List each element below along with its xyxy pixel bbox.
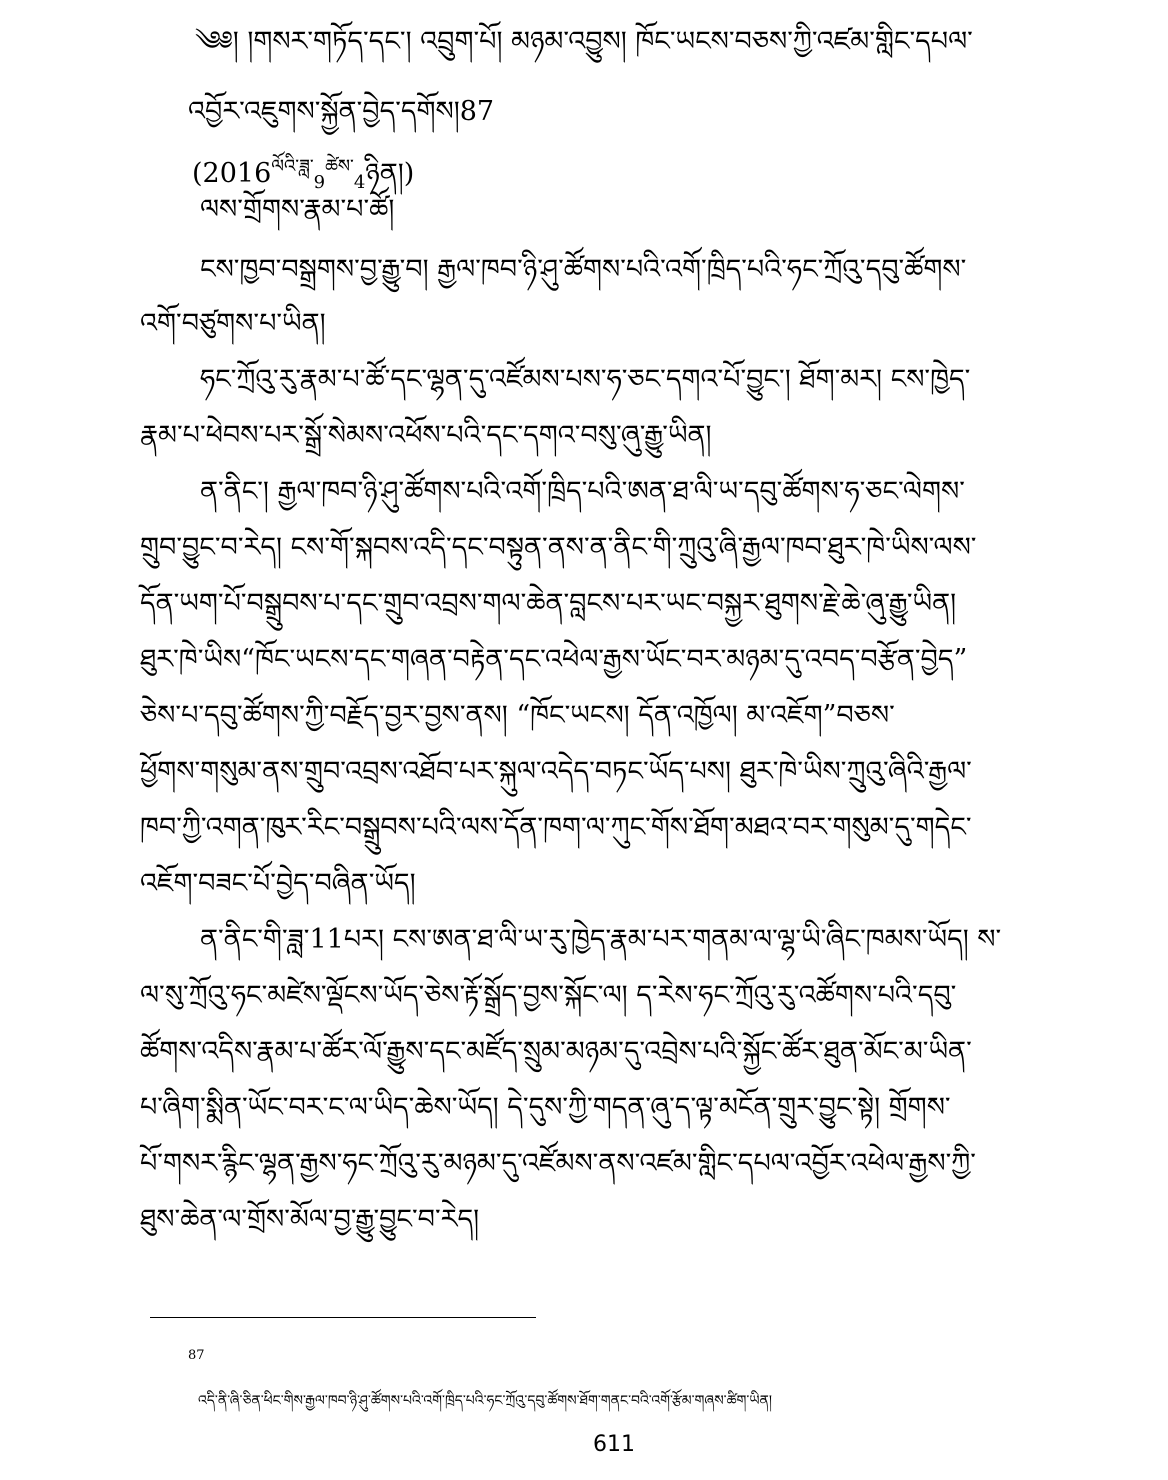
date-month: 9 <box>313 172 326 193</box>
header-line-2: འབྱོར་འཇུགས་སྐྱོན་བྱེད་དགོས།87 <box>188 96 495 127</box>
footnote-divider <box>150 1317 536 1318</box>
paragraph-3-line-8: འཇོག་བཟང་པོ་བྱེད་བཞིན་ཡོད། <box>140 868 416 899</box>
date-end: ཉིན།) <box>365 158 415 189</box>
paragraph-4-line-2: ལ་སུ་ཀྲོའུ་ཧང་མཛེས་ལྡོངས་ཡོད་ཅེས་རྟོ་སྒྲོད་བྱས་སྐོང་ལ། ད་རེས་ཧང་ཀྲོའུ་རུ་འཚོགས་པའི་དབུ་ <box>140 980 957 1011</box>
paragraph-1-line-1: ངས་ཁྱབ་བསྒྲགས་བྱ་རྒྱུ་བ། རྒྱལ་ཁབ་ཉི་ཤུ་ཚོགས་པའི་འགོ་ཁྲིད་པའི་ཧང་ཀྲོའུ་དབུ་ཚོགས་ <box>200 254 967 285</box>
paragraph-3-line-6: ཕྱོགས་གསུམ་ནས་གྲུབ་འབྲས་འཐོབ་པར་སྐུལ་འདེད་བཏང་ཡོད་པས། ཐུར་ཁེ་ཡིས་ཀྲུའུ་ཞིའི་རྒྱལ་ <box>140 756 972 787</box>
paragraph-3-line-7: ཁབ་ཀྱི་འགན་ཁུར་རིང་བསྒྲུབས་པའི་ལས་དོན་ཁག་ལ་ཀུང་གོས་ཐོག་མཐའ་བར་གསུམ་དུ་གདེང་ <box>140 812 972 843</box>
paragraph-3-line-3: དོན་ཡག་པོ་བསྒྲུབས་པ་དང་གྲུབ་འབྲས་གལ་ཆེན་བླངས་པར་ཡང་བསྐྱར་ཐུགས་རྗེ་ཆེ་ཞུ་རྒྱུ་ཡིན། <box>140 588 957 619</box>
date-year-suffix: ལོའི་ཟླ་ <box>271 156 314 177</box>
date-tshes: ཚེས་ <box>325 156 354 177</box>
footnote-mark: 87 <box>188 1348 205 1363</box>
paragraph-4-line-5: པོ་གསར་རྙིང་ལྷན་རྒྱས་ཧང་ཀྲོའུ་རུ་མཉམ་དུ་འཛོམས་ནས་འཛམ་གླིང་དཔལ་འབྱོར་འཕེལ་རྒྱས་ཀྱི་ <box>140 1148 976 1179</box>
paragraph-3-line-1: ན་ནིང་། རྒྱལ་ཁབ་ཉི་ཤུ་ཚོགས་པའི་འགོ་ཁྲིད་པའི་ཨན་ཐ་ལི་ཡ་དབུ་ཚོགས་ཧ་ཅང་ལེགས་ <box>200 476 965 507</box>
date-day: 4 <box>353 172 366 193</box>
paragraph-4-line-4: པ་ཞིག་སྨིན་ཡོང་བར་ང་ལ་ཡིད་ཆེས་ཡོད། དེ་དུས་ཀྱི་གདན་ཞུ་ད་ལྟ་མངོན་གྲུར་བྱུང་སྟེ། གྲོགས་ <box>140 1092 951 1123</box>
paragraph-2-line-1: ཧང་ཀྲོའུ་རུ་རྣམ་པ་ཚོ་དང་ལྷན་དུ་འཛོམས་པས་ཧ་ཅང་དགའ་པོ་བྱུང་། ཐོག་མར། ངས་ཁྱེད་ <box>200 364 971 395</box>
section-title: ལས་གྲོགས་རྣམ་པ་ཚོ། <box>200 194 395 225</box>
page-number: 611 <box>593 1432 635 1457</box>
paragraph-4-line-1: ན་ནིང་གི་ཟླ་11པར། ངས་ཨན་ཐ་ལི་ཡ་རུ་ཁྱེད་རྣམ་པར་གནམ་ལ་ལྷ་ཡི་ཞིང་ཁམས་ཡོད། ས་ <box>200 924 1002 955</box>
paragraph-4-line-6: ཐུས་ཆེན་ལ་གྲོས་མོལ་བྱ་རྒྱུ་བྱུང་བ་རེད། <box>140 1204 480 1235</box>
paragraph-4-line-3: ཚོགས་འདིས་རྣམ་པ་ཚོར་ལོ་རྒྱུས་དང་མཛོད་སྲུམ་མཉམ་དུ་འབྲེས་པའི་སྐྱོང་ཚོར་ཐུན་མོང་མ་ཡིན་ <box>140 1036 972 1067</box>
paragraph-3-line-5: ཅེས་པ་དབུ་ཚོགས་ཀྱི་བརྗོད་བྱར་བྱས་ནས། “ཁོང་ཡངས། དོན་འཁྱོལ། མ་འཇོག”བཅས་ <box>140 700 895 731</box>
paragraph-1-line-2: འགོ་བཙུགས་པ་ཡིན། <box>140 308 326 339</box>
date-prefix: (2016 <box>192 158 272 189</box>
paragraph-3-line-4: ཐུར་ཁེ་ཡིས“ཁོང་ཡངས་དང་གཞན་བརྟེན་དང་འཕེལ་རྒྱས་ཡོང་བར་མཉམ་དུ་འབད་བརྩོན་བྱེད” <box>140 644 968 675</box>
header-line-1: ༄༅། །གསར་གཏོད་དང་། འབྲུག་པོ། མཉམ་འབྱུས། ཁོང་ཡངས་བཅས་ཀྱི་འཛམ་གླིང་དཔལ་ <box>195 26 973 57</box>
paragraph-2-line-2: རྣམ་པ་ཕེབས་པར་སྒྲོ་སེམས་འཕོས་པའི་དང་དགའ་བསུ་ཞུ་རྒྱུ་ཡིན། <box>140 420 712 451</box>
paragraph-3-line-2: གྲུབ་བྱུང་བ་རེད། ངས་གོ་སྐབས་འདི་དང་བསྟུན་ནས་ན་ནིང་གི་ཀྲུའུ་ཞི་རྒྱལ་ཁབ་ཐུར་ཁེ་ཡིས་ལས་ <box>140 532 977 563</box>
footnote-text: འདི་ནི་ཞི་ཅིན་ཕིང་གིས་རྒྱལ་ཁབ་ཉི་ཤུ་ཚོགས་པའི་འགོ་ཁྲིད་པའི་ཧང་ཀྲོའུ་དབུ་ཚོགས་ཐོག་གནང་བའི་འགོ་རྩོམ་གཞས་ཚིག་ཡིན། <box>198 1393 772 1409</box>
